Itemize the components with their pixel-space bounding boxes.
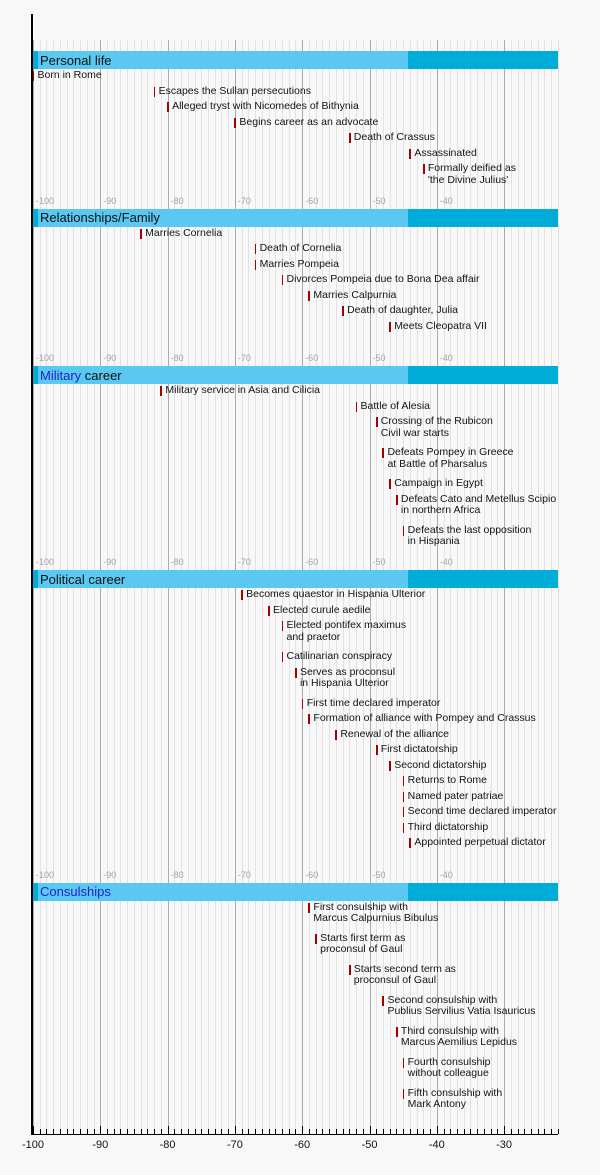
section-title bbox=[40, 211, 160, 224]
event-tick bbox=[154, 87, 156, 97]
strip-year-label: -60 bbox=[305, 353, 319, 363]
x-axis-minor-tick bbox=[450, 1129, 451, 1134]
x-axis-major-tick bbox=[33, 1126, 34, 1134]
event-label: Assassinated bbox=[414, 146, 477, 159]
event-label: Defeats Pompey in Greece bbox=[387, 446, 514, 458]
x-axis-minor-tick bbox=[464, 1129, 465, 1134]
x-axis-minor-tick bbox=[356, 1129, 357, 1134]
event-label: Alleged tryst with Nicomedes of Bithynia bbox=[172, 100, 359, 112]
section-bar bbox=[408, 366, 558, 384]
x-axis-minor-tick bbox=[255, 1129, 256, 1134]
event-tick bbox=[282, 275, 284, 285]
event-label: in Hispania bbox=[407, 535, 460, 547]
x-axis-minor-tick bbox=[120, 1129, 121, 1134]
x-axis-tick-label: -80 bbox=[159, 1139, 176, 1151]
x-axis-tick-label: -50 bbox=[361, 1139, 378, 1151]
event-tick bbox=[342, 306, 344, 316]
x-axis-minor-tick bbox=[390, 1129, 391, 1134]
event-label: in Hispania Ulterior bbox=[299, 677, 389, 689]
x-axis-minor-tick bbox=[87, 1129, 88, 1134]
event-label: Catilinarian conspiracy bbox=[286, 650, 393, 662]
strip-year-label: -50 bbox=[372, 195, 386, 206]
x-axis-minor-tick bbox=[141, 1129, 142, 1134]
event-tick bbox=[376, 417, 378, 427]
event-label: Campaign in Egypt bbox=[394, 477, 483, 489]
strip-year-label: -40 bbox=[439, 557, 453, 567]
event-label: Military service in Asia and Cilicia bbox=[165, 384, 320, 396]
strip-year-label: -80 bbox=[170, 557, 184, 567]
event-tick bbox=[403, 526, 405, 536]
section-title-text: career bbox=[81, 367, 122, 383]
event-label: Second time declared imperator bbox=[407, 805, 557, 817]
y-axis-line bbox=[31, 14, 33, 1135]
strip-year-label: -40 bbox=[439, 353, 453, 363]
event-label: Marries Cornelia bbox=[145, 226, 223, 239]
x-axis-minor-tick bbox=[417, 1129, 418, 1134]
x-axis-minor-tick bbox=[558, 1129, 559, 1134]
event-label: Second consulship with bbox=[387, 993, 498, 1006]
event-label: Publius Servilius Vatia Isauricus bbox=[387, 1005, 536, 1017]
event-tick bbox=[382, 448, 384, 458]
strip-year-label: -100 bbox=[36, 557, 55, 567]
x-axis-minor-tick bbox=[174, 1129, 175, 1134]
x-axis-minor-tick bbox=[551, 1129, 552, 1134]
event-tick bbox=[403, 792, 405, 802]
event-tick bbox=[308, 903, 310, 913]
strip-year-label: -90 bbox=[103, 557, 117, 567]
x-axis-minor-tick bbox=[329, 1129, 330, 1134]
x-axis-minor-tick bbox=[457, 1129, 458, 1134]
x-axis-minor-tick bbox=[262, 1129, 263, 1134]
event-tick bbox=[409, 149, 411, 159]
event-tick bbox=[315, 934, 317, 944]
section-bar bbox=[408, 51, 558, 69]
event-tick bbox=[389, 479, 391, 489]
x-axis-minor-tick bbox=[275, 1129, 276, 1134]
x-axis-minor-tick bbox=[363, 1129, 364, 1134]
event-tick bbox=[389, 322, 391, 332]
strip-year-label: -70 bbox=[237, 869, 251, 880]
strip-year-label: -90 bbox=[103, 869, 117, 880]
event-tick bbox=[167, 102, 169, 112]
x-axis-minor-tick bbox=[248, 1129, 249, 1134]
x-axis-minor-tick bbox=[67, 1129, 68, 1134]
x-axis-major-tick bbox=[504, 1126, 505, 1134]
x-axis-minor-tick bbox=[282, 1129, 283, 1134]
x-axis-minor-tick bbox=[107, 1129, 108, 1134]
event-label: Starts first term as bbox=[320, 931, 406, 944]
x-axis-minor-tick bbox=[40, 1129, 41, 1134]
event-label: Elected pontifex maximus bbox=[286, 619, 407, 631]
x-axis-minor-tick bbox=[147, 1129, 148, 1134]
event-label: Named pater patriae bbox=[407, 789, 504, 802]
x-axis-minor-tick bbox=[188, 1129, 189, 1134]
event-tick bbox=[33, 71, 35, 81]
event-tick bbox=[389, 761, 391, 771]
event-tick bbox=[349, 965, 351, 975]
x-axis-minor-tick bbox=[60, 1129, 61, 1134]
strip-year-label: -80 bbox=[170, 195, 184, 206]
event-label: Divorces Pompeia due to Bona Dea affair bbox=[286, 273, 480, 285]
event-label: Third consulship with bbox=[400, 1024, 499, 1037]
event-tick bbox=[403, 823, 405, 833]
event-tick bbox=[255, 244, 257, 254]
x-axis-minor-tick bbox=[396, 1129, 397, 1134]
event-label: Elected curule aedile bbox=[273, 603, 371, 616]
event-tick bbox=[295, 668, 297, 678]
strip-year-label: -50 bbox=[372, 353, 386, 363]
strip-year-label: -100 bbox=[36, 869, 55, 880]
x-axis-major-tick bbox=[235, 1126, 236, 1134]
event-label: Death of Cornelia bbox=[259, 242, 342, 254]
event-label: Civil war starts bbox=[380, 426, 449, 439]
event-label: Born in Rome bbox=[37, 69, 102, 81]
x-axis-minor-tick bbox=[477, 1129, 478, 1134]
x-axis-minor-tick bbox=[181, 1129, 182, 1134]
event-tick bbox=[403, 807, 405, 817]
event-tick bbox=[234, 118, 236, 128]
event-tick bbox=[282, 652, 284, 662]
strip-year-label: -50 bbox=[372, 869, 386, 880]
event-tick bbox=[423, 164, 425, 174]
x-axis-minor-tick bbox=[154, 1129, 155, 1134]
event-label: First time declared imperator bbox=[306, 696, 441, 709]
x-axis-major-tick bbox=[100, 1126, 101, 1134]
event-label: in northern Africa bbox=[400, 504, 481, 516]
strip-year-label: -40 bbox=[439, 869, 453, 880]
event-label: Death of daughter, Julia bbox=[347, 304, 458, 316]
x-axis-minor-tick bbox=[289, 1129, 290, 1134]
x-axis-major-tick bbox=[302, 1126, 303, 1134]
event-label: 'the Divine Julius' bbox=[427, 173, 509, 186]
strip-year-label: -80 bbox=[170, 353, 184, 363]
x-axis-minor-tick bbox=[208, 1129, 209, 1134]
strip-year-label: -40 bbox=[439, 195, 453, 206]
event-tick bbox=[255, 260, 257, 270]
strip-year-label: -90 bbox=[103, 353, 117, 363]
x-axis-minor-tick bbox=[295, 1129, 296, 1134]
event-label: Battle of Alesia bbox=[360, 399, 430, 412]
x-axis-minor-tick bbox=[343, 1129, 344, 1134]
strip-year-label: -70 bbox=[237, 195, 251, 206]
event-label: Appointed perpetual dictator bbox=[414, 836, 546, 848]
event-tick bbox=[403, 1089, 405, 1099]
x-axis-minor-tick bbox=[269, 1129, 270, 1134]
event-label: Death of Crassus bbox=[353, 131, 435, 143]
x-axis-minor-tick bbox=[544, 1129, 545, 1134]
x-axis-minor-tick bbox=[201, 1129, 202, 1134]
event-label: Third dictatorship bbox=[407, 820, 489, 833]
event-label: and praetor bbox=[286, 630, 341, 643]
section-title-link[interactable]: Consulships bbox=[40, 884, 111, 899]
event-label: Escapes the Sullan persecutions bbox=[158, 84, 311, 97]
event-label: First dictatorship bbox=[380, 743, 458, 755]
x-axis-minor-tick bbox=[497, 1129, 498, 1134]
section-title bbox=[40, 369, 122, 382]
section-title-text: Personal life bbox=[40, 52, 112, 68]
event-label: Becomes quaestor in Hispania Ulterior bbox=[246, 588, 426, 600]
x-axis-minor-tick bbox=[46, 1129, 47, 1134]
gridline-minor bbox=[558, 40, 559, 1134]
event-tick bbox=[396, 1027, 398, 1037]
event-label: Renewal of the alliance bbox=[340, 727, 449, 740]
x-axis-minor-tick bbox=[349, 1129, 350, 1134]
x-axis-minor-tick bbox=[94, 1129, 95, 1134]
x-axis-minor-tick bbox=[430, 1129, 431, 1134]
event-label: Formally deified as bbox=[427, 162, 516, 174]
x-axis-minor-tick bbox=[511, 1129, 512, 1134]
event-tick bbox=[356, 402, 358, 412]
x-axis-minor-tick bbox=[127, 1129, 128, 1134]
x-axis-minor-tick bbox=[322, 1129, 323, 1134]
event-label: proconsul of Gaul bbox=[320, 943, 403, 955]
x-axis-minor-tick bbox=[524, 1129, 525, 1134]
event-label: Marries Calpurnia bbox=[313, 288, 397, 301]
x-axis-minor-tick bbox=[316, 1129, 317, 1134]
event-label: without colleague bbox=[407, 1067, 489, 1079]
event-tick bbox=[308, 291, 310, 301]
event-tick bbox=[376, 745, 378, 755]
x-axis-minor-tick bbox=[221, 1129, 222, 1134]
strip-year-label: -60 bbox=[305, 869, 319, 880]
x-axis-minor-tick bbox=[228, 1129, 229, 1134]
event-label: Meets Cleopatra VII bbox=[394, 319, 487, 332]
strip-year-label: -60 bbox=[305, 195, 319, 206]
section-bar bbox=[408, 570, 558, 588]
strip-year-label: -90 bbox=[103, 195, 117, 206]
x-axis-minor-tick bbox=[114, 1129, 115, 1134]
event-tick bbox=[308, 714, 310, 724]
section-title bbox=[40, 54, 112, 67]
x-axis-minor-tick bbox=[531, 1129, 532, 1134]
strip-year-label: -70 bbox=[237, 353, 251, 363]
x-axis-minor-tick bbox=[538, 1129, 539, 1134]
event-label: Starts second term as bbox=[353, 962, 456, 975]
event-tick bbox=[349, 133, 351, 143]
event-tick bbox=[160, 386, 162, 396]
section-bar bbox=[408, 209, 558, 227]
event-tick bbox=[302, 699, 304, 709]
x-axis-major-tick bbox=[168, 1126, 169, 1134]
event-label: Second dictatorship bbox=[394, 758, 487, 771]
event-tick bbox=[335, 730, 337, 740]
x-axis-minor-tick bbox=[215, 1129, 216, 1134]
section-bar bbox=[408, 883, 558, 901]
x-axis-tick-label: -100 bbox=[21, 1139, 45, 1151]
x-axis-minor-tick bbox=[309, 1129, 310, 1134]
event-tick bbox=[409, 838, 411, 848]
event-tick bbox=[403, 776, 405, 786]
event-label: Fifth consulship with bbox=[407, 1086, 503, 1099]
event-label: Mark Antony bbox=[407, 1098, 467, 1110]
x-axis-minor-tick bbox=[80, 1129, 81, 1134]
event-label: Crossing of the Rubicon bbox=[380, 415, 493, 427]
section-title-text: Political career bbox=[40, 571, 126, 587]
x-axis-minor-tick bbox=[195, 1129, 196, 1134]
event-tick bbox=[282, 621, 284, 631]
x-axis-minor-tick bbox=[161, 1129, 162, 1134]
event-tick bbox=[140, 229, 142, 239]
event-tick bbox=[382, 996, 384, 1006]
x-axis-minor-tick bbox=[242, 1129, 243, 1134]
strip-year-label: -50 bbox=[372, 557, 386, 567]
strip-year-label: -80 bbox=[170, 869, 184, 880]
x-axis-tick-label: -40 bbox=[428, 1139, 445, 1151]
section-title bbox=[40, 573, 125, 586]
x-axis-minor-tick bbox=[410, 1129, 411, 1134]
event-label: Fourth consulship bbox=[407, 1055, 491, 1068]
event-label: Defeats the last opposition bbox=[407, 523, 532, 536]
x-axis-minor-tick bbox=[444, 1129, 445, 1134]
event-label: Formation of alliance with Pompey and Crassus bbox=[313, 712, 536, 724]
event-label: First consulship with bbox=[313, 900, 408, 913]
event-tick bbox=[241, 590, 243, 600]
x-axis-major-tick bbox=[370, 1126, 371, 1134]
x-axis-minor-tick bbox=[403, 1129, 404, 1134]
event-label: Begins career as an advocate bbox=[239, 115, 379, 128]
x-axis-minor-tick bbox=[484, 1129, 485, 1134]
section-title bbox=[40, 885, 111, 898]
event-label: Defeats Cato and Metellus Scipio bbox=[400, 492, 557, 505]
event-label: Marcus Aemilius Lepidus bbox=[400, 1036, 518, 1048]
section-title-link[interactable]: Military bbox=[40, 367, 82, 383]
x-axis-minor-tick bbox=[423, 1129, 424, 1134]
event-label: Returns to Rome bbox=[407, 774, 488, 786]
x-axis-minor-tick bbox=[336, 1129, 337, 1134]
x-axis-minor-tick bbox=[518, 1129, 519, 1134]
event-tick bbox=[396, 495, 398, 505]
x-axis-line bbox=[31, 1134, 558, 1136]
strip-year-label: -60 bbox=[305, 557, 319, 567]
event-label: Marcus Calpurnius Bibulus bbox=[313, 912, 439, 924]
x-axis-minor-tick bbox=[383, 1129, 384, 1134]
x-axis-minor-tick bbox=[470, 1129, 471, 1134]
x-axis-minor-tick bbox=[73, 1129, 74, 1134]
x-axis-tick-label: -60 bbox=[294, 1139, 311, 1151]
x-axis-tick-label: -30 bbox=[496, 1139, 513, 1151]
event-tick bbox=[403, 1058, 405, 1068]
event-label: proconsul of Gaul bbox=[353, 974, 437, 986]
x-axis-minor-tick bbox=[134, 1129, 135, 1134]
event-label: at Battle of Pharsalus bbox=[387, 457, 488, 470]
strip-year-label: -70 bbox=[237, 557, 251, 567]
x-axis-minor-tick bbox=[491, 1129, 492, 1134]
event-label: Marries Pompeia bbox=[259, 257, 339, 270]
strip-year-label: -100 bbox=[36, 195, 55, 206]
x-axis-minor-tick bbox=[376, 1129, 377, 1134]
x-axis-major-tick bbox=[437, 1126, 438, 1134]
event-tick bbox=[268, 606, 270, 616]
x-axis-tick-label: -90 bbox=[92, 1139, 109, 1151]
x-axis-minor-tick bbox=[53, 1129, 54, 1134]
event-label: Serves as proconsul bbox=[299, 665, 396, 678]
section-title-text: Relationships/Family bbox=[40, 210, 160, 225]
x-axis-tick-label: -70 bbox=[226, 1139, 243, 1151]
strip-year-label: -100 bbox=[36, 353, 55, 363]
